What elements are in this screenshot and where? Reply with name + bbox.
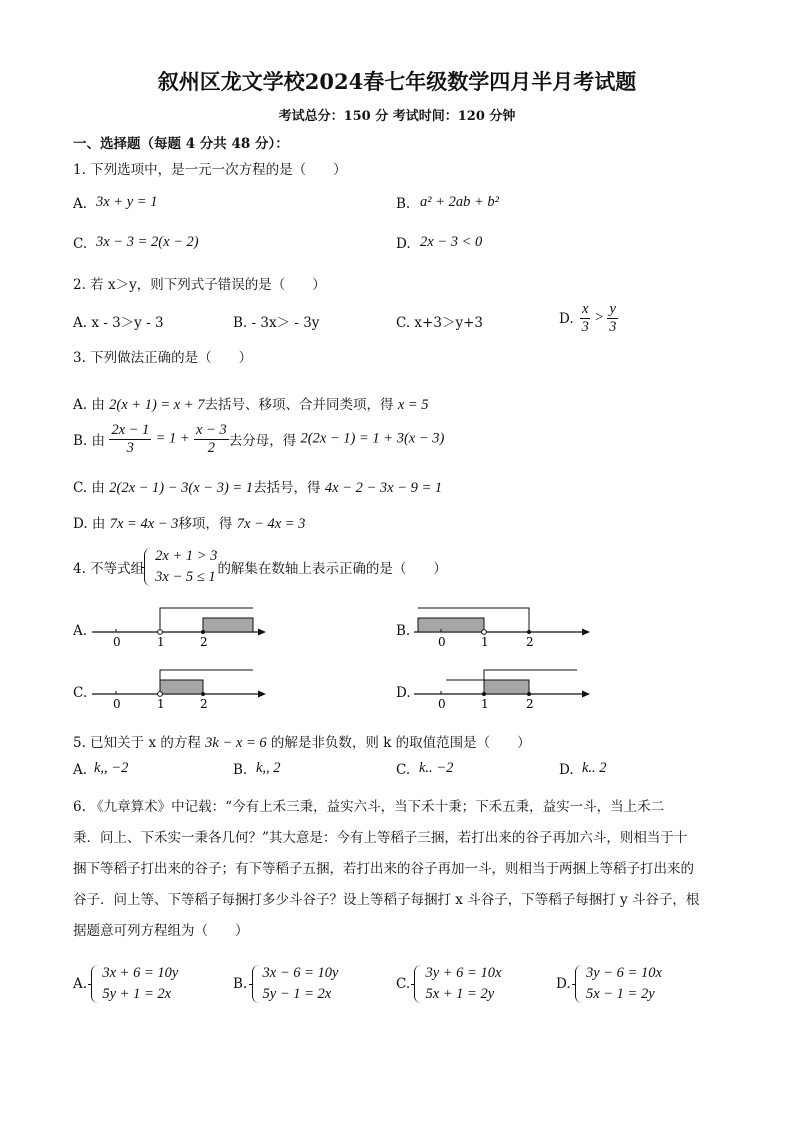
q4-option-c-label: C.: [73, 685, 88, 701]
fraction: [109, 422, 151, 456]
fraction: [580, 301, 590, 335]
equation: 3k − x = 6: [205, 735, 267, 751]
number-line-b: [412, 602, 594, 652]
q1-option-d-expr: 2x − 3 < 0: [420, 234, 483, 250]
tick-label: 2: [200, 697, 208, 711]
bracket-line: [446, 680, 484, 694]
tick-label: 1: [157, 697, 165, 711]
fraction: [194, 422, 229, 456]
option-label: C.: [396, 976, 411, 992]
fraction: [607, 301, 617, 335]
arrow-icon: [582, 691, 590, 698]
open-point: [158, 692, 163, 697]
step-text: 移项，得: [178, 516, 233, 532]
closed-point: [527, 692, 531, 696]
arrow-icon: [258, 691, 266, 698]
numerator: y: [609, 301, 616, 317]
tick-label: 2: [526, 635, 534, 649]
number-line-a: [90, 602, 270, 652]
q1-option-a-label: A.: [73, 196, 88, 212]
question-6-line: 据题意可列方程组为（ ）: [73, 923, 249, 939]
question-5-stem: [73, 731, 531, 752]
tick-label: 0: [438, 635, 446, 649]
tick-label: 0: [113, 697, 121, 711]
equation-2: 5x + 1 = 2y: [425, 986, 495, 1002]
q5-option-b-expr: k,, 2: [256, 760, 281, 776]
stem-prefix: 4. 不等式组: [73, 561, 145, 577]
section-heading: 一、选择题（每题 4 分共 48 分）：: [73, 136, 289, 152]
closed-point: [527, 630, 531, 634]
q1-option-c-label: C.: [73, 236, 88, 252]
arrow-icon: [582, 629, 590, 636]
q6-option-c: [396, 963, 501, 1005]
result: x = 5: [397, 397, 429, 413]
q3-option-d: [73, 512, 305, 533]
q1-option-b-label: B.: [396, 196, 411, 212]
result: 2(2x − 1) = 1 + 3(x − 3): [300, 430, 445, 447]
equation-2: 5y − 1 = 2x: [262, 986, 332, 1002]
equation: 2(2x − 1) − 3(x − 3) = 1: [109, 480, 254, 496]
option-label: D. 由: [73, 516, 106, 532]
q1-option-b-expr: a² + 2ab + b²: [420, 194, 500, 210]
q5-option-d-expr: k.. 2: [582, 760, 607, 776]
operator: = 1 +: [155, 430, 190, 447]
shaded-region: [418, 618, 484, 632]
equation-1: 3y + 6 = 10x: [425, 965, 502, 981]
equation: 2(x + 1) = x + 7: [109, 397, 205, 413]
equation-1: 3x + 6 = 10y: [102, 965, 179, 981]
tick-label: 0: [113, 635, 121, 649]
tick-label: 1: [481, 635, 489, 649]
q5-option-a-label: A.: [73, 762, 88, 778]
number-line-c: [90, 664, 270, 714]
q5-option-b-label: B.: [233, 762, 248, 778]
stem-suffix: 的解集在数轴上表示正确的是（ ）: [217, 561, 447, 577]
denominator: 3: [581, 318, 589, 335]
equation-system: [252, 963, 339, 1005]
q2-option-c: C. x+3＞y+3: [396, 315, 483, 331]
q4-option-d-label: D.: [396, 685, 411, 701]
q5-option-d-label: D.: [559, 762, 574, 778]
tick-label: 2: [526, 697, 534, 711]
inequality-2: 3x − 5 ≤ 1: [155, 569, 216, 585]
denominator: 3: [126, 439, 134, 456]
question-2-stem: 2. 若 x＞y，则下列式子错误的是（ ）: [73, 277, 326, 293]
question-6-line: 捆下等稻子打出来的谷子；有下等稻子五捆，若打出来的谷子再加一斗，则相当于两捆上等稻子打出来的: [73, 861, 694, 877]
q3-option-a: [73, 393, 429, 414]
q6-option-d: [556, 963, 662, 1005]
equation-system: [575, 963, 662, 1005]
open-point: [482, 630, 487, 635]
q6-option-b: [233, 963, 338, 1005]
question-6-line: 秉．问上、下禾实一秉各几何？”其大意是：今有上等稻子三捆，若打出来的谷子再加六斗，则相当于十: [73, 830, 688, 846]
inequality-system: [144, 546, 217, 588]
option-label: A. 由: [73, 397, 105, 413]
q2-option-b: B. - 3x＞ - 3y: [233, 315, 320, 331]
operator: >: [594, 309, 604, 326]
q5-option-c-expr: k.. −2: [419, 760, 454, 776]
question-4-stem: [73, 546, 447, 588]
q1-option-a-expr: 3x + y = 1: [96, 194, 158, 210]
bracket-line: [484, 670, 577, 680]
q6-option-a: [73, 963, 178, 1005]
numerator: x − 3: [195, 422, 227, 438]
option-label: C. 由: [73, 480, 105, 496]
result: 7x − 4x = 3: [236, 516, 306, 532]
q5-option-a-expr: k,, −2: [94, 760, 129, 776]
shaded-region: [203, 618, 253, 632]
q4-option-b-label: B.: [396, 623, 411, 639]
step-text: 去括号，得: [253, 480, 321, 496]
shaded-region: [484, 680, 529, 694]
exam-info: 考试总分：150 分 考试时间：120 分钟: [278, 109, 516, 124]
q5-option-c-label: C.: [396, 762, 411, 778]
q1-option-d-label: D.: [396, 236, 411, 252]
stem-prefix: 5. 已知关于 x 的方程: [73, 735, 201, 751]
q2-option-d-expr: [580, 301, 618, 335]
q2-option-a: A. x - 3＞y - 3: [73, 315, 164, 331]
equation-2: 5x − 1 = 2y: [585, 986, 655, 1002]
equation-system: [91, 963, 178, 1005]
option-label: B. 由: [73, 433, 106, 450]
shaded-region: [160, 680, 203, 694]
arrow-icon: [258, 629, 266, 636]
q4-option-a-label: A.: [73, 623, 88, 639]
closed-point: [201, 692, 205, 696]
step-text: 去分母，得: [228, 433, 297, 450]
question-3-stem: 3. 下列做法正确的是（ ）: [73, 350, 253, 366]
tick-label: 1: [157, 635, 165, 649]
denominator: 3: [609, 318, 617, 335]
tick-label: 1: [481, 697, 489, 711]
step-text: 去括号、移项、合并同类项，得: [204, 397, 394, 413]
q3-option-c: [73, 476, 442, 497]
page-title: 叙州区龙文学校2024春七年级数学四月半月考试题: [157, 69, 637, 94]
equation-1: 3y − 6 = 10x: [585, 965, 662, 981]
numerator: 2x − 1: [111, 422, 150, 438]
equation-1: 3x − 6 = 10y: [262, 965, 339, 981]
stem-suffix: 的解是非负数，则 k 的取值范围是（ ）: [270, 735, 531, 751]
option-label: A.: [73, 976, 88, 992]
q2-option-d-label: D.: [559, 311, 574, 327]
question-6-line: 6. 《九章算术》中记载：“今有上禾三秉，益实六斗，当下禾十秉；下禾五秉，益实一斗，当上禾二: [73, 799, 665, 815]
question-6-line: 谷子．问上等、下等稻子每捆打多少斗谷子？设上等稻子每捆打 x 斗谷子，下等稻子每捆打 y 斗谷子，根: [73, 892, 700, 908]
open-point: [158, 630, 163, 635]
tick-label: 2: [200, 635, 208, 649]
equation-2: 5y + 1 = 2x: [102, 986, 172, 1002]
q1-option-c-expr: 3x − 3 = 2(x − 2): [96, 234, 199, 250]
inequality-1: 2x + 1 > 3: [155, 548, 218, 564]
number-line-d: [412, 664, 594, 714]
option-label: B.: [233, 976, 248, 992]
denominator: 2: [207, 439, 215, 456]
q3-option-b: [73, 422, 444, 456]
equation-system: [414, 963, 501, 1005]
result: 4x − 2 − 3x − 9 = 1: [324, 480, 443, 496]
numerator: x: [582, 301, 589, 317]
closed-point: [201, 630, 205, 634]
tick-label: 0: [438, 697, 446, 711]
option-label: D.: [556, 976, 571, 992]
closed-point: [482, 692, 486, 696]
question-1-stem: 1. 下列选项中，是一元一次方程的是（ ）: [73, 162, 347, 178]
equation: 7x = 4x − 3: [109, 516, 179, 532]
